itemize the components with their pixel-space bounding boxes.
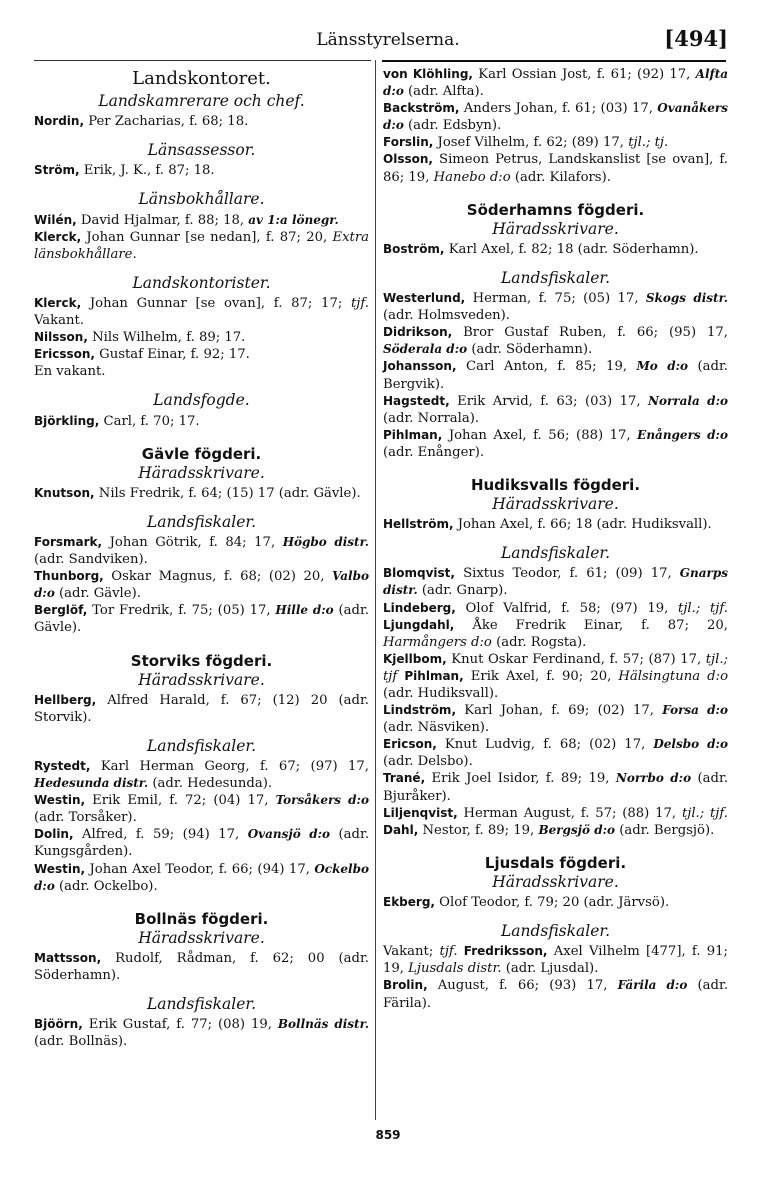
entry: Brolin, August, f. 66; (93) 17, Färila d:o (adr. Färila). — [383, 978, 729, 1011]
district-heading: Storviks fögderi. — [130, 651, 273, 670]
role-heading: Landsfogde. — [153, 391, 250, 410]
role-heading: Häradsskrivare. — [492, 219, 619, 238]
entry: Ericson, Knut Ludvig, f. 68; (02) 17, Delsbo d:o (adr. Delsbo). — [383, 737, 728, 770]
role-heading: Länsassessor. — [147, 141, 256, 160]
role-heading: Landsfiskaler. — [500, 544, 611, 563]
role-heading: Landskontorister. — [132, 273, 271, 292]
entry: En vakant. — [34, 364, 106, 380]
entry: Olsson, Simeon Petrus, Landskanslist [se ovan], f. 86; 19, Hanebo d:o (adr. Kilafors). — [383, 152, 728, 185]
role-heading: Landsfiskaler. — [146, 736, 257, 755]
entry: von Klöhling, Karl Ossian Jost, f. 61; (92) 17, Alfta d:o (adr. Alfta). — [383, 67, 729, 100]
column-divider — [375, 60, 376, 1120]
entry: Thunborg, Oskar Magnus, f. 68; (02) 20, Valbo d:o (adr. Gävle). — [34, 569, 369, 602]
entry: Berglöf, Tor Fredrik, f. 75; (05) 17, Hille d:o (adr. Gävle). — [34, 603, 369, 636]
entry: Ström, Erik, J. K., f. 87; 18. — [34, 163, 215, 179]
entry: Pihlman, Johan Axel, f. 56; (88) 17, Enångers d:o (adr. Enånger). — [383, 427, 728, 460]
entry: Nilsson, Nils Wilhelm, f. 89; 17. — [34, 330, 246, 346]
page-number: [494] — [664, 26, 728, 51]
district-heading: Söderhamns fögderi. — [466, 200, 645, 219]
entry: Klerck, Johan Gunnar [se nedan], f. 87; 20, Extra länsbokhållare. — [34, 229, 369, 262]
entry: Trané, Erik Joel Isidor, f. 89; 19, Norrbo d:o (adr. Bjuråker). — [383, 771, 729, 804]
entry: Johansson, Carl Anton, f. 85; 19, Mo d:o (adr. Bergvik). — [383, 359, 728, 392]
header-rule-left — [34, 60, 371, 61]
role-heading: Häradsskrivare. — [138, 670, 265, 689]
page-header — [0, 26, 776, 56]
entry: Bjöörn, Erik Gustaf, f. 77; (08) 19, Bollnäs distr. (adr. Bollnäs). — [34, 1017, 369, 1050]
role-heading: Häradsskrivare. — [492, 872, 619, 891]
entry: Wilén, David Hjalmar, f. 88; 18, av 1:a lönegr. — [34, 212, 339, 228]
left-column — [34, 66, 369, 1050]
district-heading: Bollnäs fögderi. — [134, 909, 269, 928]
entry: Björkling, Carl, f. 70; 17. — [34, 413, 200, 429]
district-heading: Hudiksvalls fögderi. — [470, 475, 641, 494]
role-heading: Häradsskrivare. — [138, 928, 265, 947]
role-heading: Häradsskrivare. — [138, 463, 265, 482]
entry: Backström, Anders Johan, f. 61; (03) 17, Ovanåkers d:o (adr. Edsbyn). — [383, 101, 728, 134]
entry: Didrikson, Bror Gustaf Ruben, f. 66; (95) 17, Söderala d:o (adr. Söderhamn). — [383, 325, 728, 358]
section-title: Landskontoret. — [132, 68, 271, 89]
role-heading: Landsfiskaler. — [500, 922, 611, 941]
header-rule-right — [382, 60, 726, 62]
role-heading: Landsfiskaler. — [500, 268, 611, 287]
entry: Blomqvist, Sixtus Teodor, f. 61; (09) 17, Gnarps distr. (adr. Gnarp). — [383, 566, 728, 599]
entry: Boström, Karl Axel, f. 82; 18 (adr. Söderhamn). — [383, 241, 699, 257]
entry: Nordin, Per Zacharias, f. 68; 18. — [34, 114, 249, 130]
role-heading: Landsfiskaler. — [146, 512, 257, 531]
entry: Hagstedt, Erik Arvid, f. 63; (03) 17, Norrala d:o (adr. Norrala). — [383, 393, 728, 426]
entry: Ekberg, Olof Teodor, f. 79; 20 (adr. Järvsö). — [383, 895, 670, 911]
entry: Mattsson, Rudolf, Rådman, f. 62; 00 (adr. Söderhamn). — [34, 950, 369, 984]
role-heading: Landsfiskaler. — [146, 995, 257, 1014]
entry: Westin, Johan Axel Teodor, f. 66; (94) 17, Ockelbo d:o (adr. Ockelbo). — [34, 861, 369, 894]
entry: Hellström, Johan Axel, f. 66; 18 (adr. Hudiksvall). — [383, 517, 712, 533]
entry: Kjellbom, Knut Oskar Ferdinand, f. 57; (87) 17, tjl.; tjf Pihlman, Erik Axel, f. 90; 20, Hälsingtuna d:o (adr. Hudiksvall). — [383, 651, 729, 701]
entry: Klerck, Johan Gunnar [se ovan], f. 87; 17; tjf. Vakant. — [34, 295, 369, 329]
entry: Ericsson, Gustaf Einar, f. 92; 17. — [34, 347, 250, 363]
entry: Knutson, Nils Fredrik, f. 64; (15) 17 (adr. Gävle). — [34, 485, 361, 501]
entry: Hellberg, Alfred Harald, f. 67; (12) 20 (adr. Storvik). — [34, 692, 369, 725]
role-heading: Länsbokhållare. — [138, 190, 265, 209]
entry: Forsmark, Johan Götrik, f. 84; 17, Högbo distr. (adr. Sandviken). — [34, 534, 369, 568]
running-title: Länsstyrelserna. — [316, 30, 460, 50]
role-heading: Landskamrerare och chef. — [98, 92, 305, 111]
entry: Rystedt, Karl Herman Georg, f. 67; (97) 17, Hedesunda distr. (adr. Hedesunda). — [34, 759, 369, 792]
entry: Forslin, Josef Vilhelm, f. 62; (89) 17, tjl.; tj. — [383, 135, 669, 151]
role-heading: Häradsskrivare. — [492, 495, 619, 514]
footer-page-number: 859 — [375, 1128, 401, 1142]
entry: Vakant; tjf. Fredriksson, Axel Vilhelm [477], f. 91; 19, Ljusdals distr. (adr. Ljusdal). — [383, 944, 728, 977]
entry: Dolin, Alfred, f. 59; (94) 17, Ovansjö d:o (adr. Kungsgården). — [34, 827, 370, 860]
entry: Liljenqvist, Herman August, f. 57; (88) 17, tjl.; tjf. Dahl, Nestor, f. 89; 19, Bergsjö d:o (adr. Bergsjö). — [383, 805, 728, 838]
district-heading: Ljusdals fögderi. — [484, 853, 627, 872]
entry: Westin, Erik Emil, f. 72; (04) 17, Torsåkers d:o (adr. Torsåker). — [34, 793, 369, 826]
entry: Lindström, Karl Johan, f. 69; (02) 17, Forsa d:o (adr. Näsviken). — [383, 703, 728, 736]
entry: Lindeberg, Olof Valfrid, f. 58; (97) 19, tjl.; tjf. Ljungdahl, Åke Fredrik Einar, f. 87; 20, Harmångers d:o (adr. Rogsta). — [383, 600, 728, 650]
right-column — [383, 66, 728, 1012]
district-heading: Gävle fögderi. — [141, 444, 262, 463]
entry: Westerlund, Herman, f. 75; (05) 17, Skogs distr. (adr. Holmsveden). — [383, 291, 728, 324]
